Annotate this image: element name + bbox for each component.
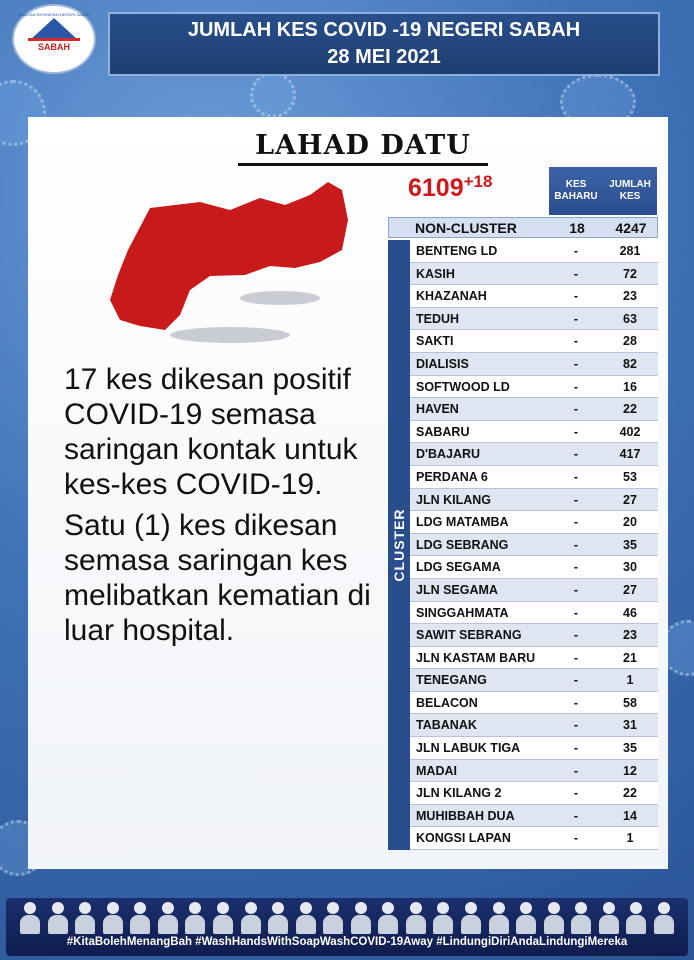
frontliner-icon <box>213 902 233 934</box>
table-row <box>410 647 658 670</box>
table-row <box>410 579 658 602</box>
cluster-new: - <box>573 537 579 552</box>
cluster-label-text: CLUSTER <box>391 508 407 582</box>
frontliner-icon <box>241 902 261 934</box>
logo-text: SABAH <box>37 42 70 52</box>
non-cluster-row <box>388 217 658 238</box>
cluster-total: 1 <box>626 673 634 688</box>
cluster-total: 21 <box>623 650 637 665</box>
table-row <box>410 263 658 286</box>
cluster-name: KASIH <box>416 266 455 281</box>
table-row <box>410 330 658 353</box>
table-row <box>410 353 658 376</box>
cluster-name: JLN KILANG 2 <box>416 786 502 801</box>
cluster-name: SABARU <box>416 424 470 439</box>
cluster-name: JLN SEGAMA <box>416 582 498 597</box>
cluster-name: SINGGAHMATA <box>416 605 509 620</box>
frontliner-icon <box>654 902 674 934</box>
page-header <box>108 12 660 76</box>
cluster-total: 63 <box>623 311 637 326</box>
frontliner-icon <box>406 902 426 934</box>
cluster-name: JLN KILANG <box>416 492 491 507</box>
table-row <box>410 692 658 715</box>
cluster-name: SOFTWOOD LD <box>416 379 510 394</box>
frontliner-icon <box>130 902 150 934</box>
table-row <box>410 827 658 850</box>
cluster-name: JLN KASTAM BARU <box>416 650 536 665</box>
frontliner-icon <box>323 902 343 934</box>
frontliner-icon <box>544 902 564 934</box>
cluster-total: 20 <box>623 515 637 530</box>
cluster-table <box>410 240 658 850</box>
cluster-total: 22 <box>623 786 637 801</box>
cluster-new: - <box>573 289 579 304</box>
frontliner-icon <box>351 902 371 934</box>
cluster-new: - <box>573 786 579 801</box>
cluster-total: 27 <box>623 492 637 507</box>
frontliner-icon <box>268 902 288 934</box>
cluster-name: LDG SEBRANG <box>416 537 509 552</box>
cluster-name: LDG MATAMBA <box>416 515 509 530</box>
table-row <box>410 669 658 692</box>
table-row <box>410 760 658 783</box>
cluster-name: DIALISIS <box>416 356 469 371</box>
total-cases <box>408 172 492 203</box>
cluster-label <box>388 240 410 850</box>
cluster-total: 82 <box>623 356 637 371</box>
frontliner-icon <box>158 902 178 934</box>
cluster-total: 402 <box>619 424 641 439</box>
cluster-new: - <box>573 402 579 417</box>
cluster-total: 28 <box>623 334 637 349</box>
cluster-total: 22 <box>623 402 637 417</box>
district-map <box>80 180 370 350</box>
cluster-total: 30 <box>623 560 637 575</box>
cluster-name: PERDANA 6 <box>416 469 488 484</box>
mountain-icon <box>30 18 78 40</box>
cluster-new: - <box>573 605 579 620</box>
frontliner-icon <box>489 902 509 934</box>
cluster-total: 23 <box>623 628 637 643</box>
table-row <box>410 556 658 579</box>
cluster-total: 1 <box>626 831 634 846</box>
cluster-name: SAWIT SEBRANG <box>416 628 522 643</box>
cluster-new: - <box>573 763 579 778</box>
non-cluster-total: 4247 <box>615 220 647 236</box>
cluster-new: - <box>573 492 579 507</box>
cluster-new: - <box>573 650 579 665</box>
cluster-total: 12 <box>623 763 637 778</box>
logo-tagline: JABATAN KESIHATAN NEGERI SABAH <box>18 12 90 17</box>
header-total-cases: JUMLAH KES <box>603 167 657 215</box>
cluster-name: TEDUH <box>416 311 460 326</box>
cluster-total: 35 <box>623 741 637 756</box>
cluster-new: - <box>573 447 579 462</box>
cluster-name: MUHIBBAH DUA <box>416 808 515 823</box>
cluster-total: 31 <box>623 718 637 733</box>
frontliner-icon <box>461 902 481 934</box>
cluster-new: - <box>573 560 579 575</box>
map-shadow <box>240 291 320 305</box>
footer-banner <box>6 898 688 956</box>
cluster-new: - <box>573 424 579 439</box>
cluster-new: - <box>573 311 579 326</box>
cluster-new: - <box>573 673 579 688</box>
cluster-new: - <box>573 515 579 530</box>
frontliner-figures <box>20 902 674 936</box>
map-region <box>110 182 348 330</box>
cluster-total: 417 <box>619 447 641 462</box>
table-row <box>410 376 658 399</box>
table-row <box>410 737 658 760</box>
cluster-name: TENEGANG <box>416 673 487 688</box>
map-shadow <box>170 327 290 343</box>
frontliner-icon <box>571 902 591 934</box>
cluster-total: 58 <box>623 695 637 710</box>
sabah-health-logo <box>14 6 94 72</box>
table-row <box>410 511 658 534</box>
frontliner-icon <box>626 902 646 934</box>
cluster-total: 16 <box>623 379 637 394</box>
cluster-new: - <box>573 628 579 643</box>
narrative-text <box>64 362 394 648</box>
table-row <box>410 240 658 263</box>
table-row <box>410 624 658 647</box>
table-row <box>410 443 658 466</box>
table-row <box>410 805 658 828</box>
cluster-new: - <box>573 695 579 710</box>
table-row <box>410 602 658 625</box>
total-cumulative: 6109 <box>408 174 464 202</box>
table-row <box>410 285 658 308</box>
cluster-total: 35 <box>623 537 637 552</box>
narrative-p1: 17 kes dikesan positif COVID-19 semasa saringan kontak untuk kes-kes COVID-19. <box>64 363 358 501</box>
cluster-new: - <box>573 741 579 756</box>
cluster-new: - <box>573 808 579 823</box>
frontliner-icon <box>599 902 619 934</box>
cluster-new: - <box>573 334 579 349</box>
cluster-name: D'BAJARU <box>416 447 481 462</box>
cluster-total: 23 <box>623 289 637 304</box>
cluster-new: - <box>573 582 579 597</box>
table-row <box>410 421 658 444</box>
cluster-new: - <box>573 379 579 394</box>
cluster-total: 53 <box>623 469 637 484</box>
frontliner-icon <box>103 902 123 934</box>
cluster-total: 14 <box>623 808 637 823</box>
cluster-name: KHAZANAH <box>416 289 487 304</box>
cluster-name: BENTENG LD <box>416 244 498 258</box>
table-row <box>410 782 658 805</box>
header-new-cases: KES BAHARU <box>549 167 603 215</box>
cluster-total: 72 <box>623 266 637 281</box>
frontliner-icon <box>378 902 398 934</box>
non-cluster-new: 18 <box>569 220 585 236</box>
table-row <box>410 308 658 331</box>
logo-stripe <box>28 38 80 41</box>
cluster-name: HAVEN <box>416 402 459 417</box>
table-row <box>410 489 658 512</box>
frontliner-icon <box>516 902 536 934</box>
table-row <box>410 534 658 557</box>
cluster-name: TABANAK <box>416 718 477 733</box>
frontliner-icon <box>296 902 316 934</box>
frontliner-icon <box>20 902 40 934</box>
cluster-name: SAKTI <box>416 334 454 349</box>
cluster-name: JLN LABUK TIGA <box>416 741 521 756</box>
cluster-name: MADAI <box>416 763 457 778</box>
narrative-p2: Satu (1) kes dikesan semasa saringan kes melibatkan kematian di luar hospital. <box>64 509 371 647</box>
cluster-name: BELACON <box>416 695 478 710</box>
cluster-new: - <box>573 244 579 258</box>
frontliner-icon <box>75 902 95 934</box>
frontliner-icon <box>185 902 205 934</box>
cluster-new: - <box>573 356 579 371</box>
virus-decoration <box>250 72 296 118</box>
total-new: +18 <box>463 172 493 191</box>
cluster-name: KONGSI LAPAN <box>416 831 511 846</box>
district-title: LAHAD DATU <box>238 130 488 166</box>
cluster-total: 281 <box>619 244 641 258</box>
header-date: 28 MEI 2021 <box>327 46 441 68</box>
frontliner-icon <box>433 902 453 934</box>
frontliner-icon <box>48 902 68 934</box>
cluster-new: - <box>573 831 579 846</box>
cluster-name: LDG SEGAMA <box>416 560 501 575</box>
cluster-total: 27 <box>623 582 637 597</box>
cluster-new: - <box>573 266 579 281</box>
cluster-new: - <box>573 469 579 484</box>
cluster-new: - <box>573 718 579 733</box>
non-cluster-name: NON-CLUSTER <box>415 220 517 236</box>
header-title: JUMLAH KES COVID -19 NEGERI SABAH <box>187 19 581 41</box>
footer-hashtags: #KitaBolehMenangBah #WashHandsWithSoapWashCOVID-19Away #LindungiDiriAndaLindungiMereka <box>66 936 628 948</box>
table-row <box>410 466 658 489</box>
table-row <box>410 714 658 737</box>
table-row <box>410 398 658 421</box>
cluster-total: 46 <box>623 605 637 620</box>
